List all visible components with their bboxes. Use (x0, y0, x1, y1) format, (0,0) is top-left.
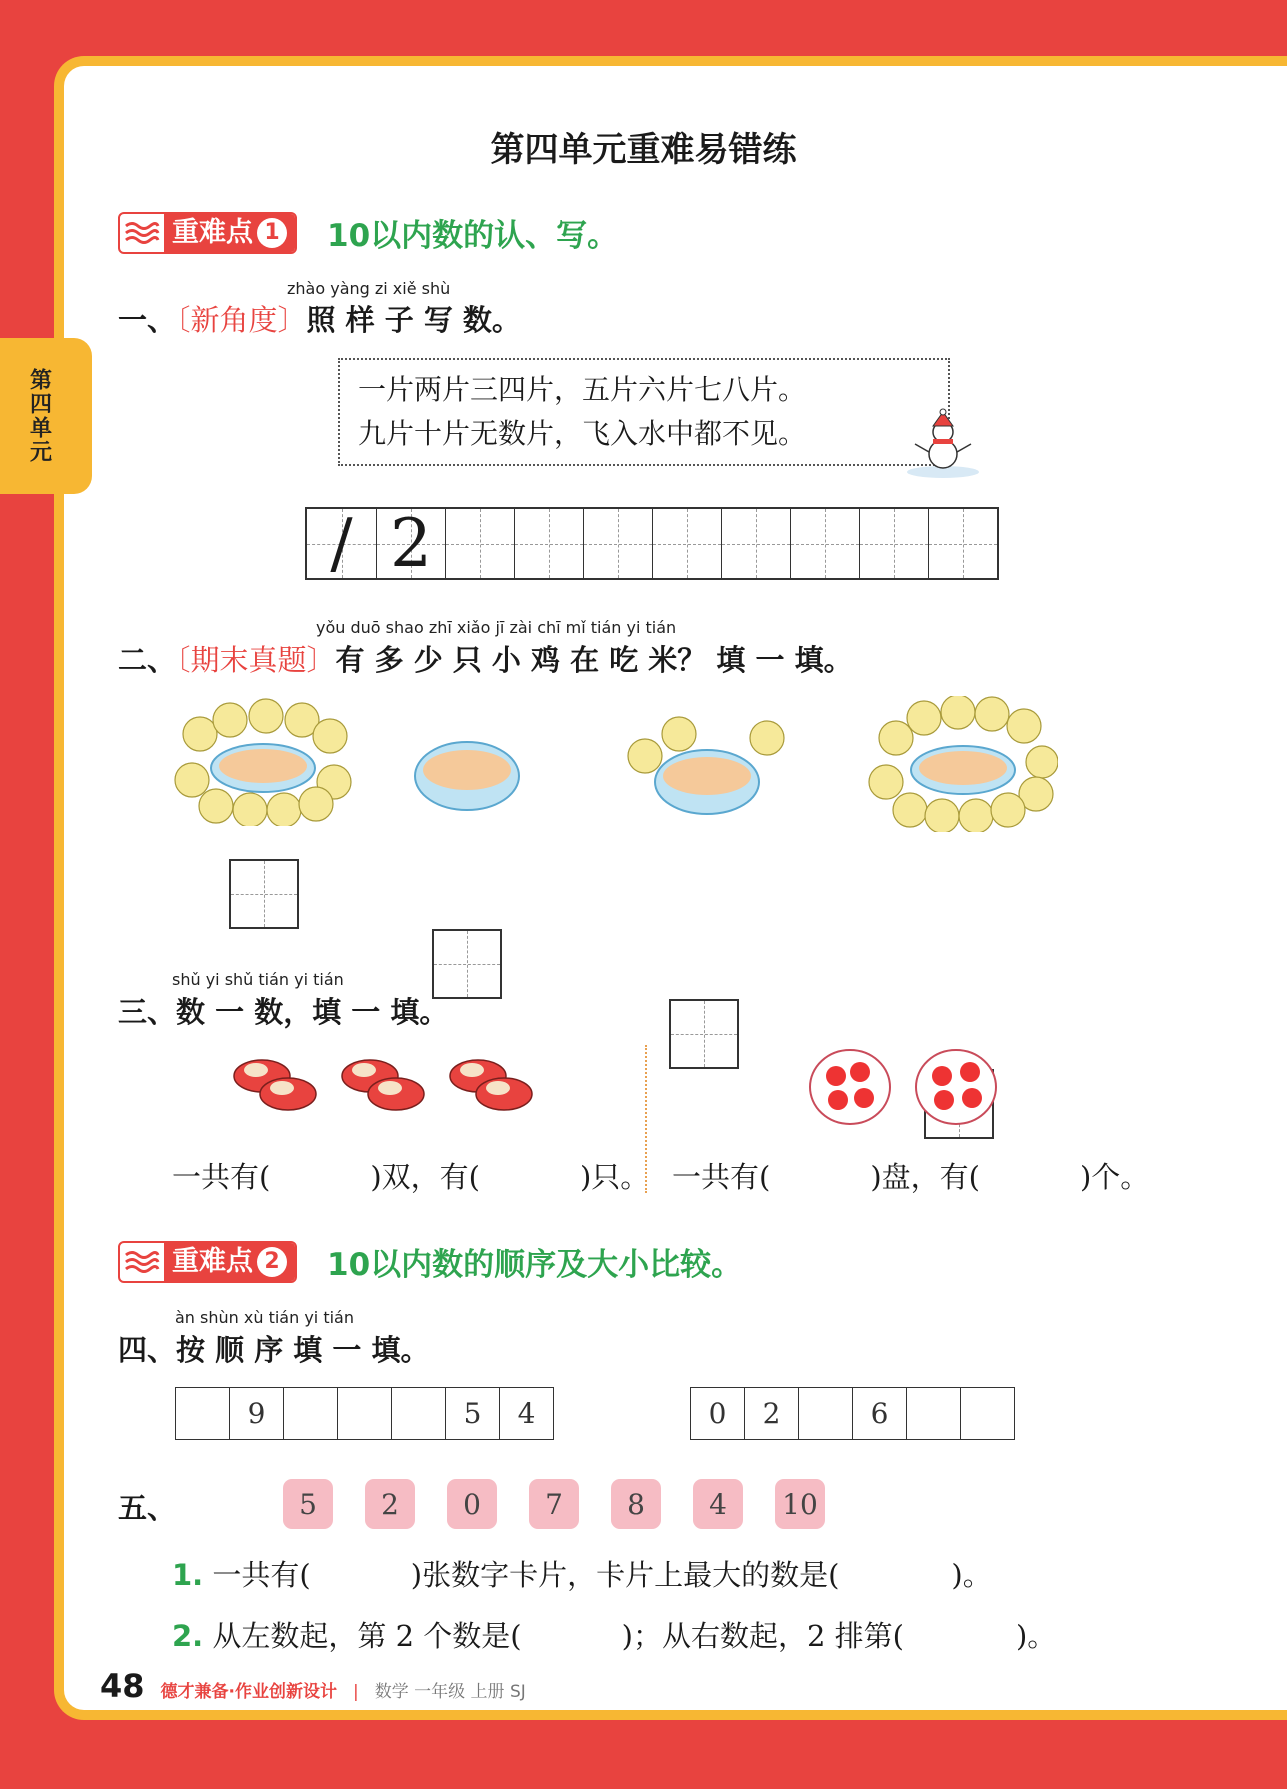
grid-cell[interactable] (652, 509, 721, 578)
answer-box[interactable] (229, 859, 299, 929)
chicks-bowl-image-3 (868, 696, 1058, 836)
q3-prefix: 三、 (118, 995, 177, 1029)
grid-cell[interactable] (445, 509, 514, 578)
footer-brand: 德才兼备·作业创新设计 (160, 1682, 337, 1702)
grid-cell[interactable] (514, 509, 583, 578)
q5-item-2-part-c: )。 (1015, 1619, 1057, 1653)
grid-cell[interactable]: 2 (376, 509, 445, 578)
sequence-cell: 0 (708, 1397, 727, 1430)
sequence-cell[interactable] (798, 1388, 852, 1439)
q2-text: 有 多 少 只 小 鸡 在 吃 米？ 填 一 填。 (335, 643, 853, 677)
q1-tag: 〔新角度〕 (176, 303, 307, 337)
badge-number: 1 (257, 218, 287, 248)
page-number: 48 (100, 1667, 145, 1705)
empty-bowl-image (412, 736, 522, 820)
waves-icon (120, 1243, 164, 1281)
sequence-cell: 2 (744, 1388, 798, 1439)
q2-tag: 〔期末真题〕 (176, 643, 336, 677)
section-1-heading: 10以内数的认、写。 (327, 218, 619, 254)
q3-right-answer (672, 1155, 1149, 1196)
tomato-plates-image (808, 1048, 998, 1126)
q5-item-2-part-a: 从左数起，第 2 个数是( (212, 1619, 522, 1653)
q3-left-part-b: )双，有( (370, 1160, 480, 1194)
q4-pinyin: àn shùn xù tián yi tián (175, 1308, 354, 1327)
number-card: 4 (693, 1479, 743, 1529)
q3-text: 数 一 数，填 一 填。 (176, 995, 449, 1029)
number-card: 0 (447, 1479, 497, 1529)
unit-side-tab-label: 第四单元 (26, 368, 52, 464)
chicks-bowl-image-2 (615, 702, 795, 826)
q4-prefix: 四、 (118, 1333, 177, 1367)
answer-box[interactable] (432, 929, 502, 999)
q5-item-1-num: 1. (172, 1558, 204, 1592)
number-card: 8 (611, 1479, 661, 1529)
number-cards (283, 1479, 825, 1529)
badge-label: 重难点 (172, 1245, 253, 1277)
number-card: 7 (529, 1479, 579, 1529)
q5-item-1-part-c: )。 (951, 1558, 992, 1592)
q1-pinyin: zhào yàng zi xiě shù (287, 279, 451, 298)
shoes-image (232, 1046, 536, 1118)
sequence-cell: 9 (229, 1388, 283, 1439)
page-footer (100, 1667, 526, 1705)
q5-item-2-part-b: )；从右数起，2 排第( (621, 1619, 904, 1653)
q3-left-part-c: )只。 (579, 1160, 650, 1194)
footer-info: 数学 一年级 上册 SJ (374, 1682, 526, 1702)
section-2-heading: 10以内数的顺序及大小比较。 (327, 1247, 743, 1283)
sequence-row-1 (175, 1387, 554, 1440)
q5-prefix: 五、 (118, 1491, 177, 1525)
page-title: 第四单元重难易错练 (490, 130, 797, 170)
question-4 (118, 1328, 430, 1369)
chicks-bowl-image-1 (170, 696, 356, 830)
sequence-cell[interactable] (960, 1388, 1014, 1439)
q5-item-1-part-a: 一共有( (212, 1558, 311, 1592)
q5-item-1-part-b: )张数字卡片，卡片上最大的数是( (410, 1558, 840, 1592)
sequence-cell[interactable] (283, 1388, 337, 1439)
grid-cell[interactable] (859, 509, 928, 578)
q5-item-2 (172, 1614, 1056, 1655)
q2-pinyin: yǒu duō shao zhī xiǎo jī zài chī mǐ tián yi tián (316, 618, 677, 637)
poem-line-2: 九片十片无数片，飞入水中都不见。 (358, 417, 807, 450)
grid-cell[interactable] (790, 509, 859, 578)
q3-pinyin: shǔ yi shǔ tián yi tián (172, 970, 344, 989)
q4-text: 按 顺 序 填 一 填。 (176, 1333, 430, 1367)
answer-box[interactable] (669, 999, 739, 1069)
q5-item-2-num: 2. (172, 1619, 204, 1653)
q5-item-1 (172, 1553, 992, 1594)
key-point-badge-2 (118, 1241, 297, 1283)
number-card: 5 (283, 1479, 333, 1529)
grid-cell[interactable] (928, 509, 997, 578)
waves-icon (120, 214, 164, 252)
footer-divider: | (353, 1682, 359, 1702)
section-1-header (118, 210, 618, 255)
grid-cell[interactable]: / (307, 509, 376, 578)
section-2-header (118, 1239, 742, 1284)
badge-number: 2 (257, 1247, 287, 1277)
q3-right-part-c: )个。 (1079, 1160, 1150, 1194)
sequence-cell: 4 (499, 1388, 553, 1439)
sequence-cell[interactable] (337, 1388, 391, 1439)
question-3 (118, 990, 448, 1031)
q1-prefix: 一、 (118, 303, 177, 337)
q3-right-part-b: )盘，有( (870, 1160, 980, 1194)
unit-side-tab (0, 338, 92, 494)
sequence-cell[interactable] (176, 1388, 229, 1439)
sequence-cell: 5 (445, 1388, 499, 1439)
sequence-cell[interactable] (906, 1388, 960, 1439)
q3-left-part-a: 一共有( (172, 1160, 271, 1194)
sequence-cell: 6 (852, 1388, 906, 1439)
number-card: 2 (365, 1479, 415, 1529)
q3-right-part-a: 一共有( (672, 1160, 771, 1194)
question-2 (118, 638, 853, 679)
question-1 (118, 298, 521, 339)
q3-left-answer (172, 1155, 649, 1196)
sequence-row-2 (690, 1387, 1015, 1440)
q2-prefix: 二、 (118, 643, 177, 677)
grid-cell[interactable] (583, 509, 652, 578)
writing-grid (305, 507, 999, 580)
snowman-icon (905, 408, 983, 484)
q1-text: 照 样 子 写 数。 (306, 303, 521, 337)
poem-box (338, 358, 950, 466)
badge-label: 重难点 (172, 216, 253, 248)
number-card: 10 (775, 1479, 825, 1529)
grid-cell[interactable] (721, 509, 790, 578)
sequence-cell[interactable] (391, 1388, 445, 1439)
key-point-badge-1 (118, 212, 297, 254)
poem-line-1: 一片两片三四片，五片六片七八片。 (358, 373, 807, 406)
